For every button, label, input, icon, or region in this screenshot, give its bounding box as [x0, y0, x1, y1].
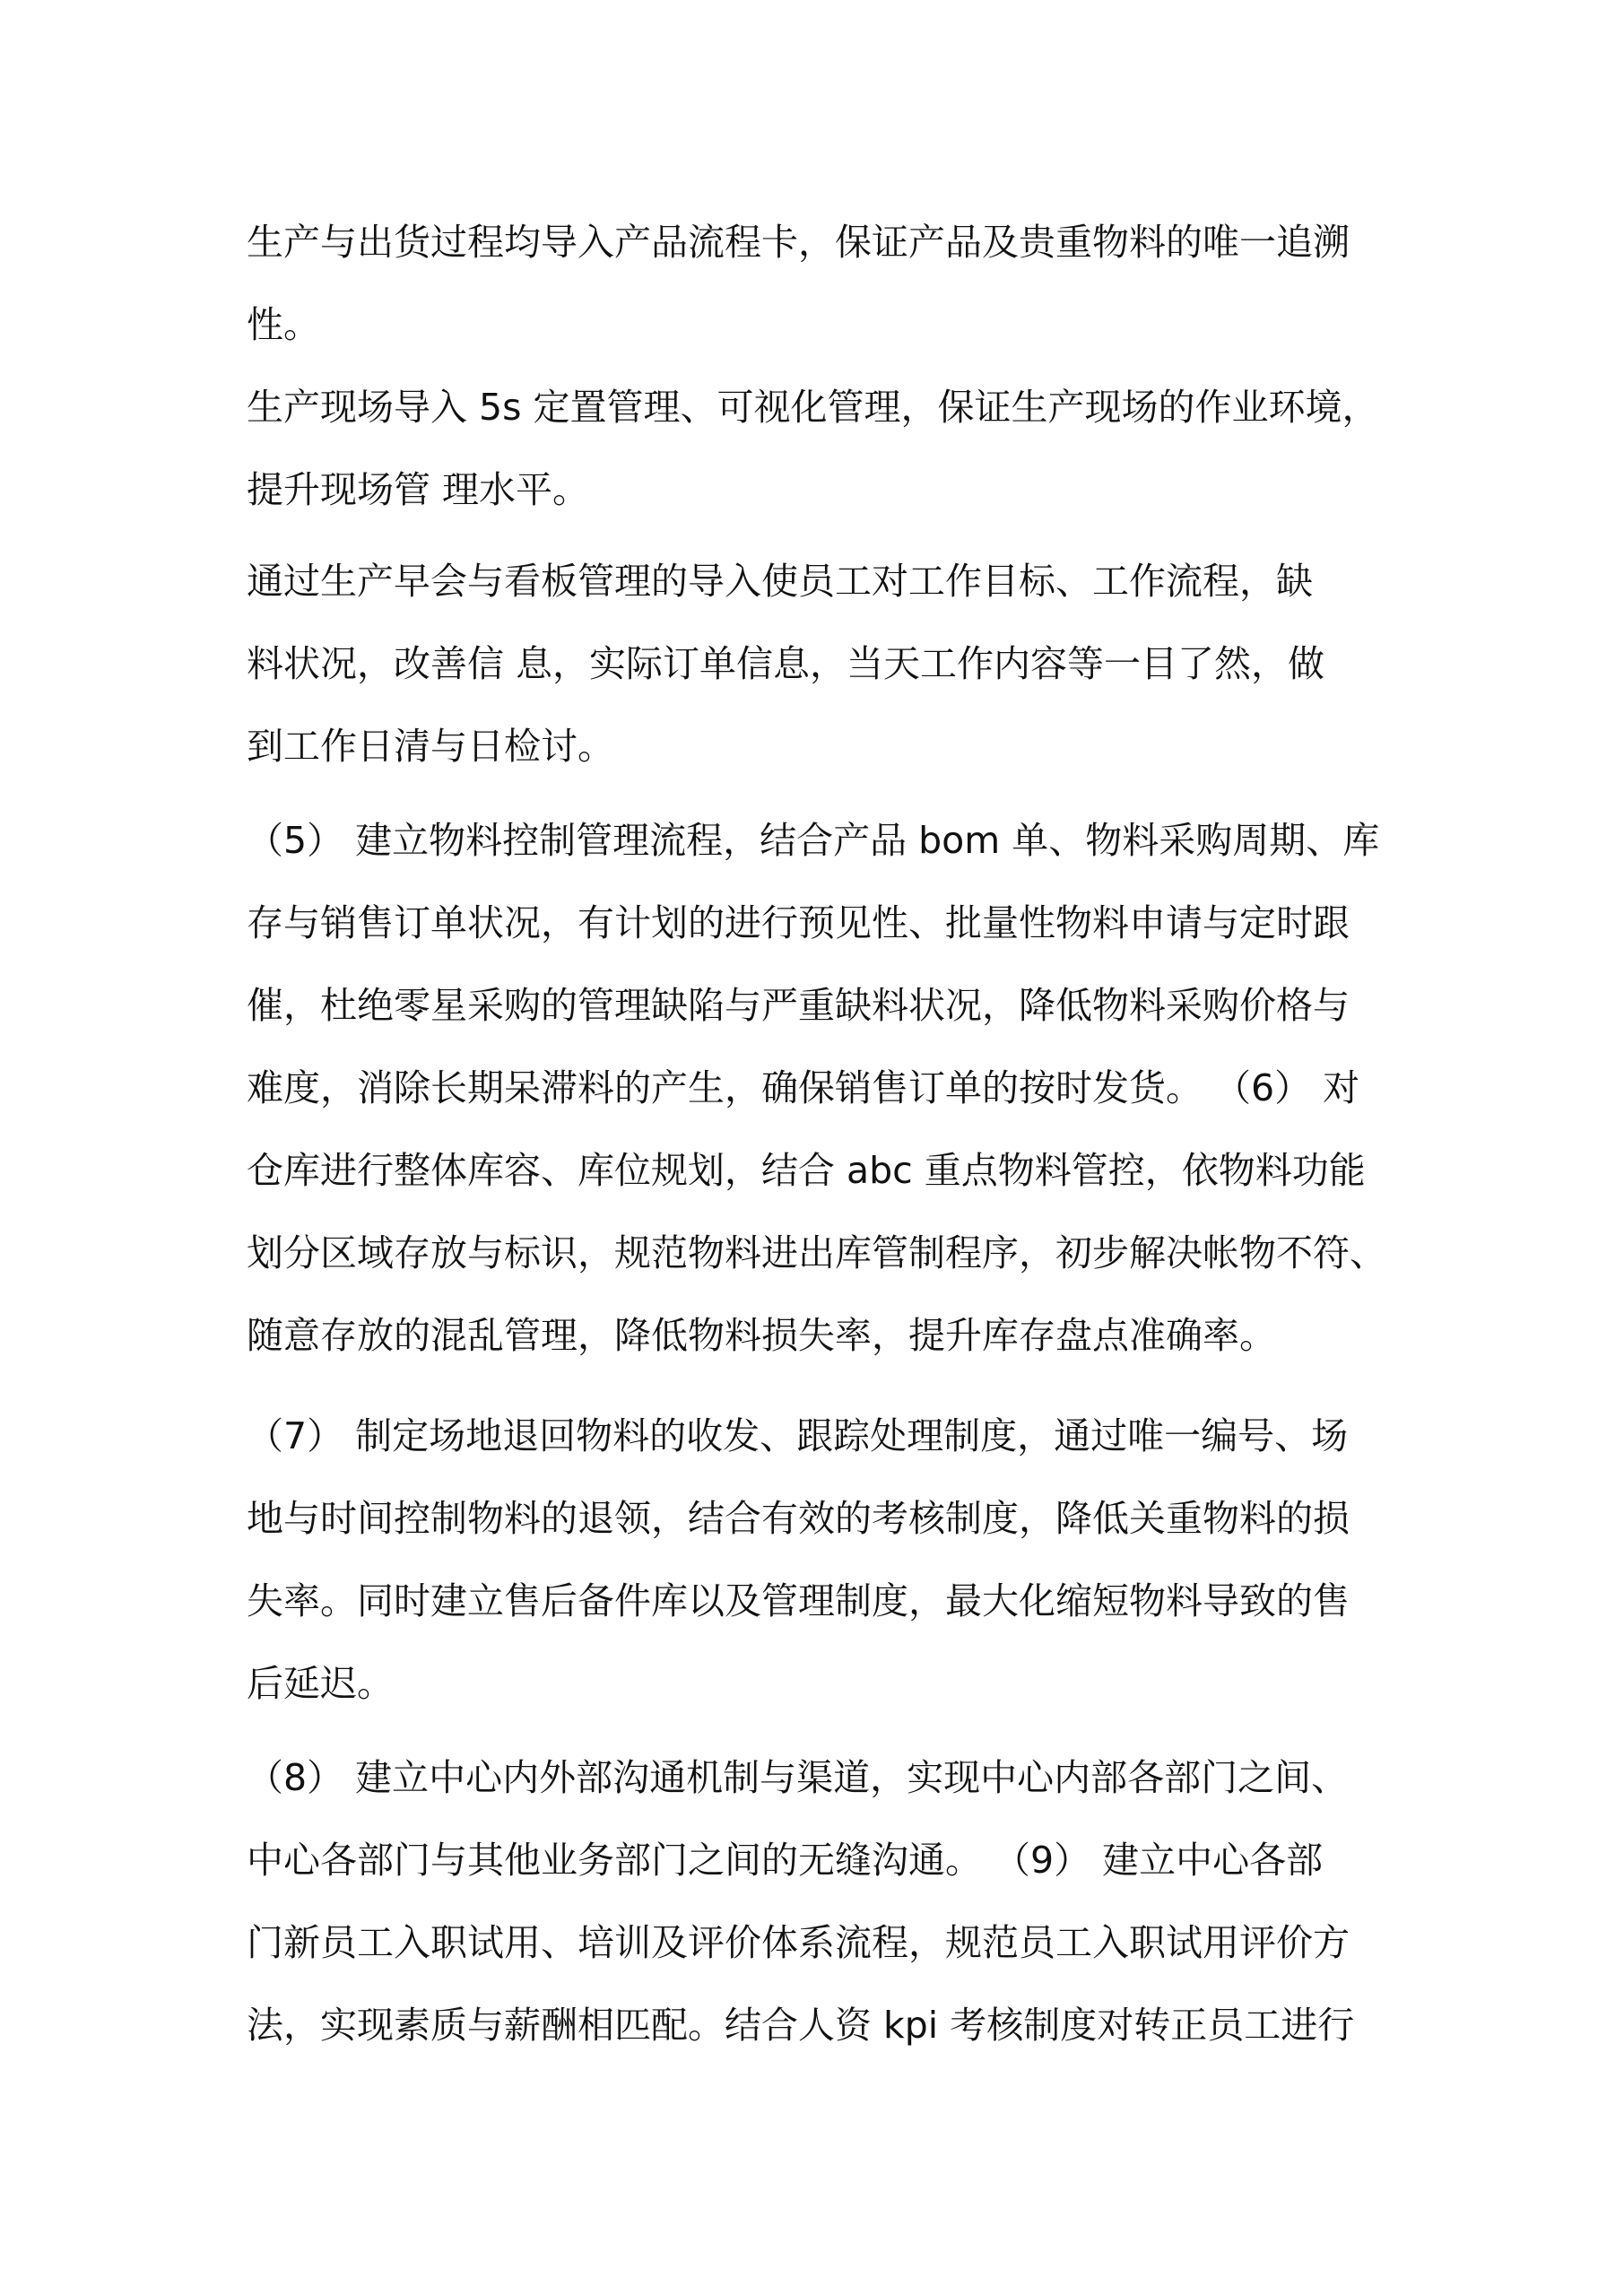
text-line: 催，杜绝零星采购的管理缺陷与严重缺料状况，降低物料采购价格与	[247, 984, 1350, 1027]
text-line: 存与销售订单状况，有计划的进行预见性、批量性物料申请与定时跟	[247, 901, 1350, 944]
text-line: 法，实现素质与薪酬相匹配。结合人资 kpi 考核制度对转正员工进行	[247, 2004, 1355, 2047]
text-line: 料状况，改善信 息，实际订单信息，当天工作内容等一目了然，做	[247, 642, 1325, 685]
text-line: 后延迟。	[247, 1662, 394, 1705]
text-line: 仓库进行整体库容、库位规划，结合 abc 重点物料管控，依物料功能	[247, 1149, 1366, 1192]
text-line: 随意存放的混乱管理，降低物料损失率，提升库存盘点准确率。	[247, 1314, 1276, 1357]
text-line: （7） 制定场地退回物料的收发、跟踪处理制度，通过唯一编号、场	[247, 1414, 1349, 1457]
text-line: 生产现场导入 5s 定置管理、可视化管理，保证生产现场的作业环境，	[247, 386, 1379, 429]
text-line: 失率。同时建立售后备件库以及管理制度，最大化缩短物料导致的售	[247, 1579, 1350, 1622]
text-line: （5） 建立物料控制管理流程，结合产品 bom 单、物料采购周期、库	[247, 819, 1380, 862]
text-line: 生产与出货过程均导入产品流程卡，保证产品及贵重物料的唯一追溯	[247, 221, 1350, 264]
text-line: 性。	[247, 303, 320, 346]
text-line: 中心各部门与其他业务部门之间的无缝沟通。 （9） 建立中心各部	[247, 1839, 1324, 1882]
text-line: 难度，消除长期呆滞料的产生，确保销售订单的按时发货。 （6） 对	[247, 1066, 1360, 1109]
text-line: 提升现场管 理水平。	[247, 468, 590, 511]
text-line: 地与时间控制物料的退领，结合有效的考核制度，降低关重物料的损	[247, 1497, 1350, 1540]
text-line: （8） 建立中心内外部沟通机制与渠道，实现中心内部各部门之间、	[247, 1756, 1349, 1799]
text-line: 划分区域存放与标识，规范物料进出库管制程序，初步解决帐物不符、	[247, 1231, 1386, 1274]
text-line: 通过生产早会与看板管理的导入使员工对工作目标、工作流程，缺	[247, 560, 1313, 603]
text-line: 门新员工入职试用、培训及评价体系流程，规范员工入职试用评价方	[247, 1921, 1350, 1964]
text-line: 到工作日清与日检讨。	[247, 725, 614, 768]
